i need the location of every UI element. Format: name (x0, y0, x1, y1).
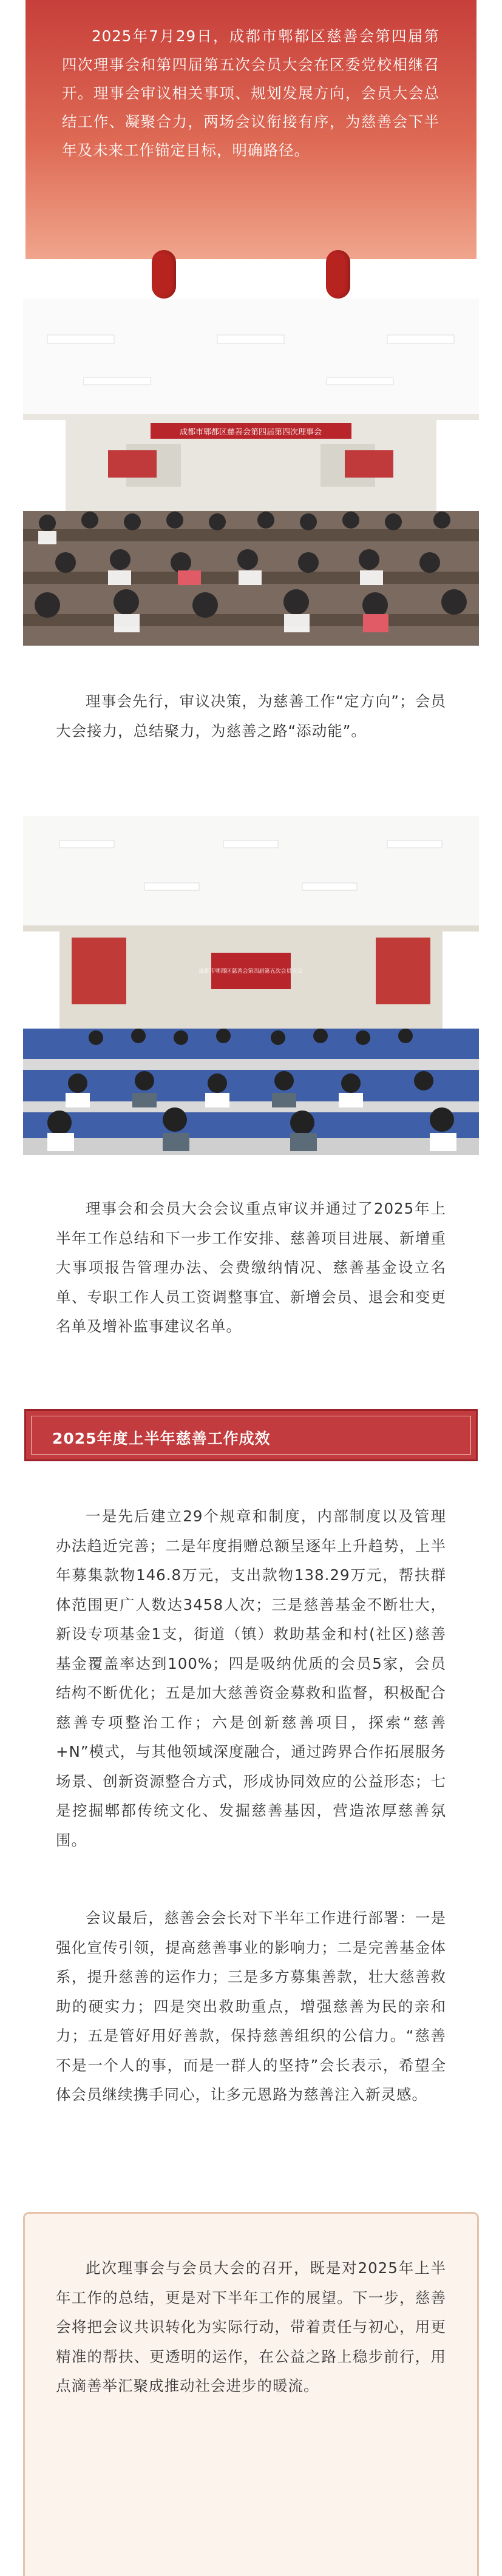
intro-text: 2025年7月29日，成都市郫都区慈善会第四届第四次理事会和第四届第五次会员大会在区委党校相继召开。理事会审议相关事项、规划发展方向，会员大会总结工作、凝聚合力，两场会议衔接有序，为慈善会下半年及未来工作锚定目标，明确路径。 (62, 27, 439, 159)
paragraph-deployment: 会议最后，慈善会会长对下半年工作进行部署：一是强化宣传引领，提高慈善事业的影响力；二是完善基金体系，提升慈善的运作力；三是多方募集善款，壮大慈善救助的硬实力；四是突出救助重点，增强慈善为民的亲和力；五是管好用好善款，保持慈善组织的公信力。“慈善不是一个人的事，而是一群人的坚持”会长表示，希望全体会员继续携手同心，让多元恩路为慈善注入新灵感。 (56, 1909, 446, 2103)
paragraph-council-summary: 理事会先行，审议决策，为慈善工作“定方向”；会员大会接力，总结聚力，为慈善之路“添动能”。 (56, 692, 446, 740)
paragraph-closing: 此次理事会与会员大会的召开，既是对2025年上半年工作的总结，更是对下半年工作的展望。下一步，慈善会将把会议共识转化为实际行动，带着责任与初心，用更精准的帮扶、更透明的运作，在公益之路上稳步前行，用点滴善举汇聚成推动社会进步的暖流。 (56, 2259, 446, 2395)
section-heading (24, 1409, 478, 1461)
meeting-photo-assembly (23, 816, 479, 1155)
binder-tab-right (326, 250, 350, 299)
section-title: 2025年度上半年慈善工作成效 (52, 1430, 271, 1447)
meeting-hall-photo-icon (23, 816, 479, 1155)
photo-banner-text: 成都市郫都区慈善会第四届第五次会员大会 (198, 969, 303, 975)
paragraph-achievements: 一是先后建立29个规章和制度，内部制度以及管理办法趋近完善；二是年度捐赠总额呈逐年上升趋势，上半年募集款物146.8万元，支出款物138.29万元，帮扶群体范围更广人数达3458人次；三是慈善基金不断壮大，新设专项基金1支，街道（镇）救助基金和村(社区)慈善基金覆盖率达到100%；四是吸纳优质的会员5家，会员结构不断优化；五是加大慈善资金募救和监督，积极配合慈善专项整治工作；六是创新慈善项目，探索“慈善+N”模式，与其他领域深度融合，通过跨界合作拓展服务场景、创新资源整合方式，形成协同效应的公益形态；七是挖掘郫都传统文化、发掘慈善基因，营造浓厚慈善氛围。 (56, 1507, 446, 1849)
photo-banner-text: 成都市郫都区慈善会第四届第四次理事会 (179, 428, 322, 437)
binder-tab-left (152, 250, 176, 299)
intro-card (25, 0, 477, 259)
meeting-photo-council (23, 299, 479, 646)
paragraph-review-items: 理事会和会员大会会议重点审议并通过了2025年上半年工作总结和下一步工作安排、慈善项目进展、新增重大事项报告管理办法、会费缴纳情况、慈善基金设立名单、专职工作人员工资调整事宜、新增会员、退会和变更名单及增补监事建议名单。 (56, 1200, 446, 1335)
meeting-hall-photo-icon (23, 299, 479, 646)
section-heading-frame (31, 1416, 471, 1455)
